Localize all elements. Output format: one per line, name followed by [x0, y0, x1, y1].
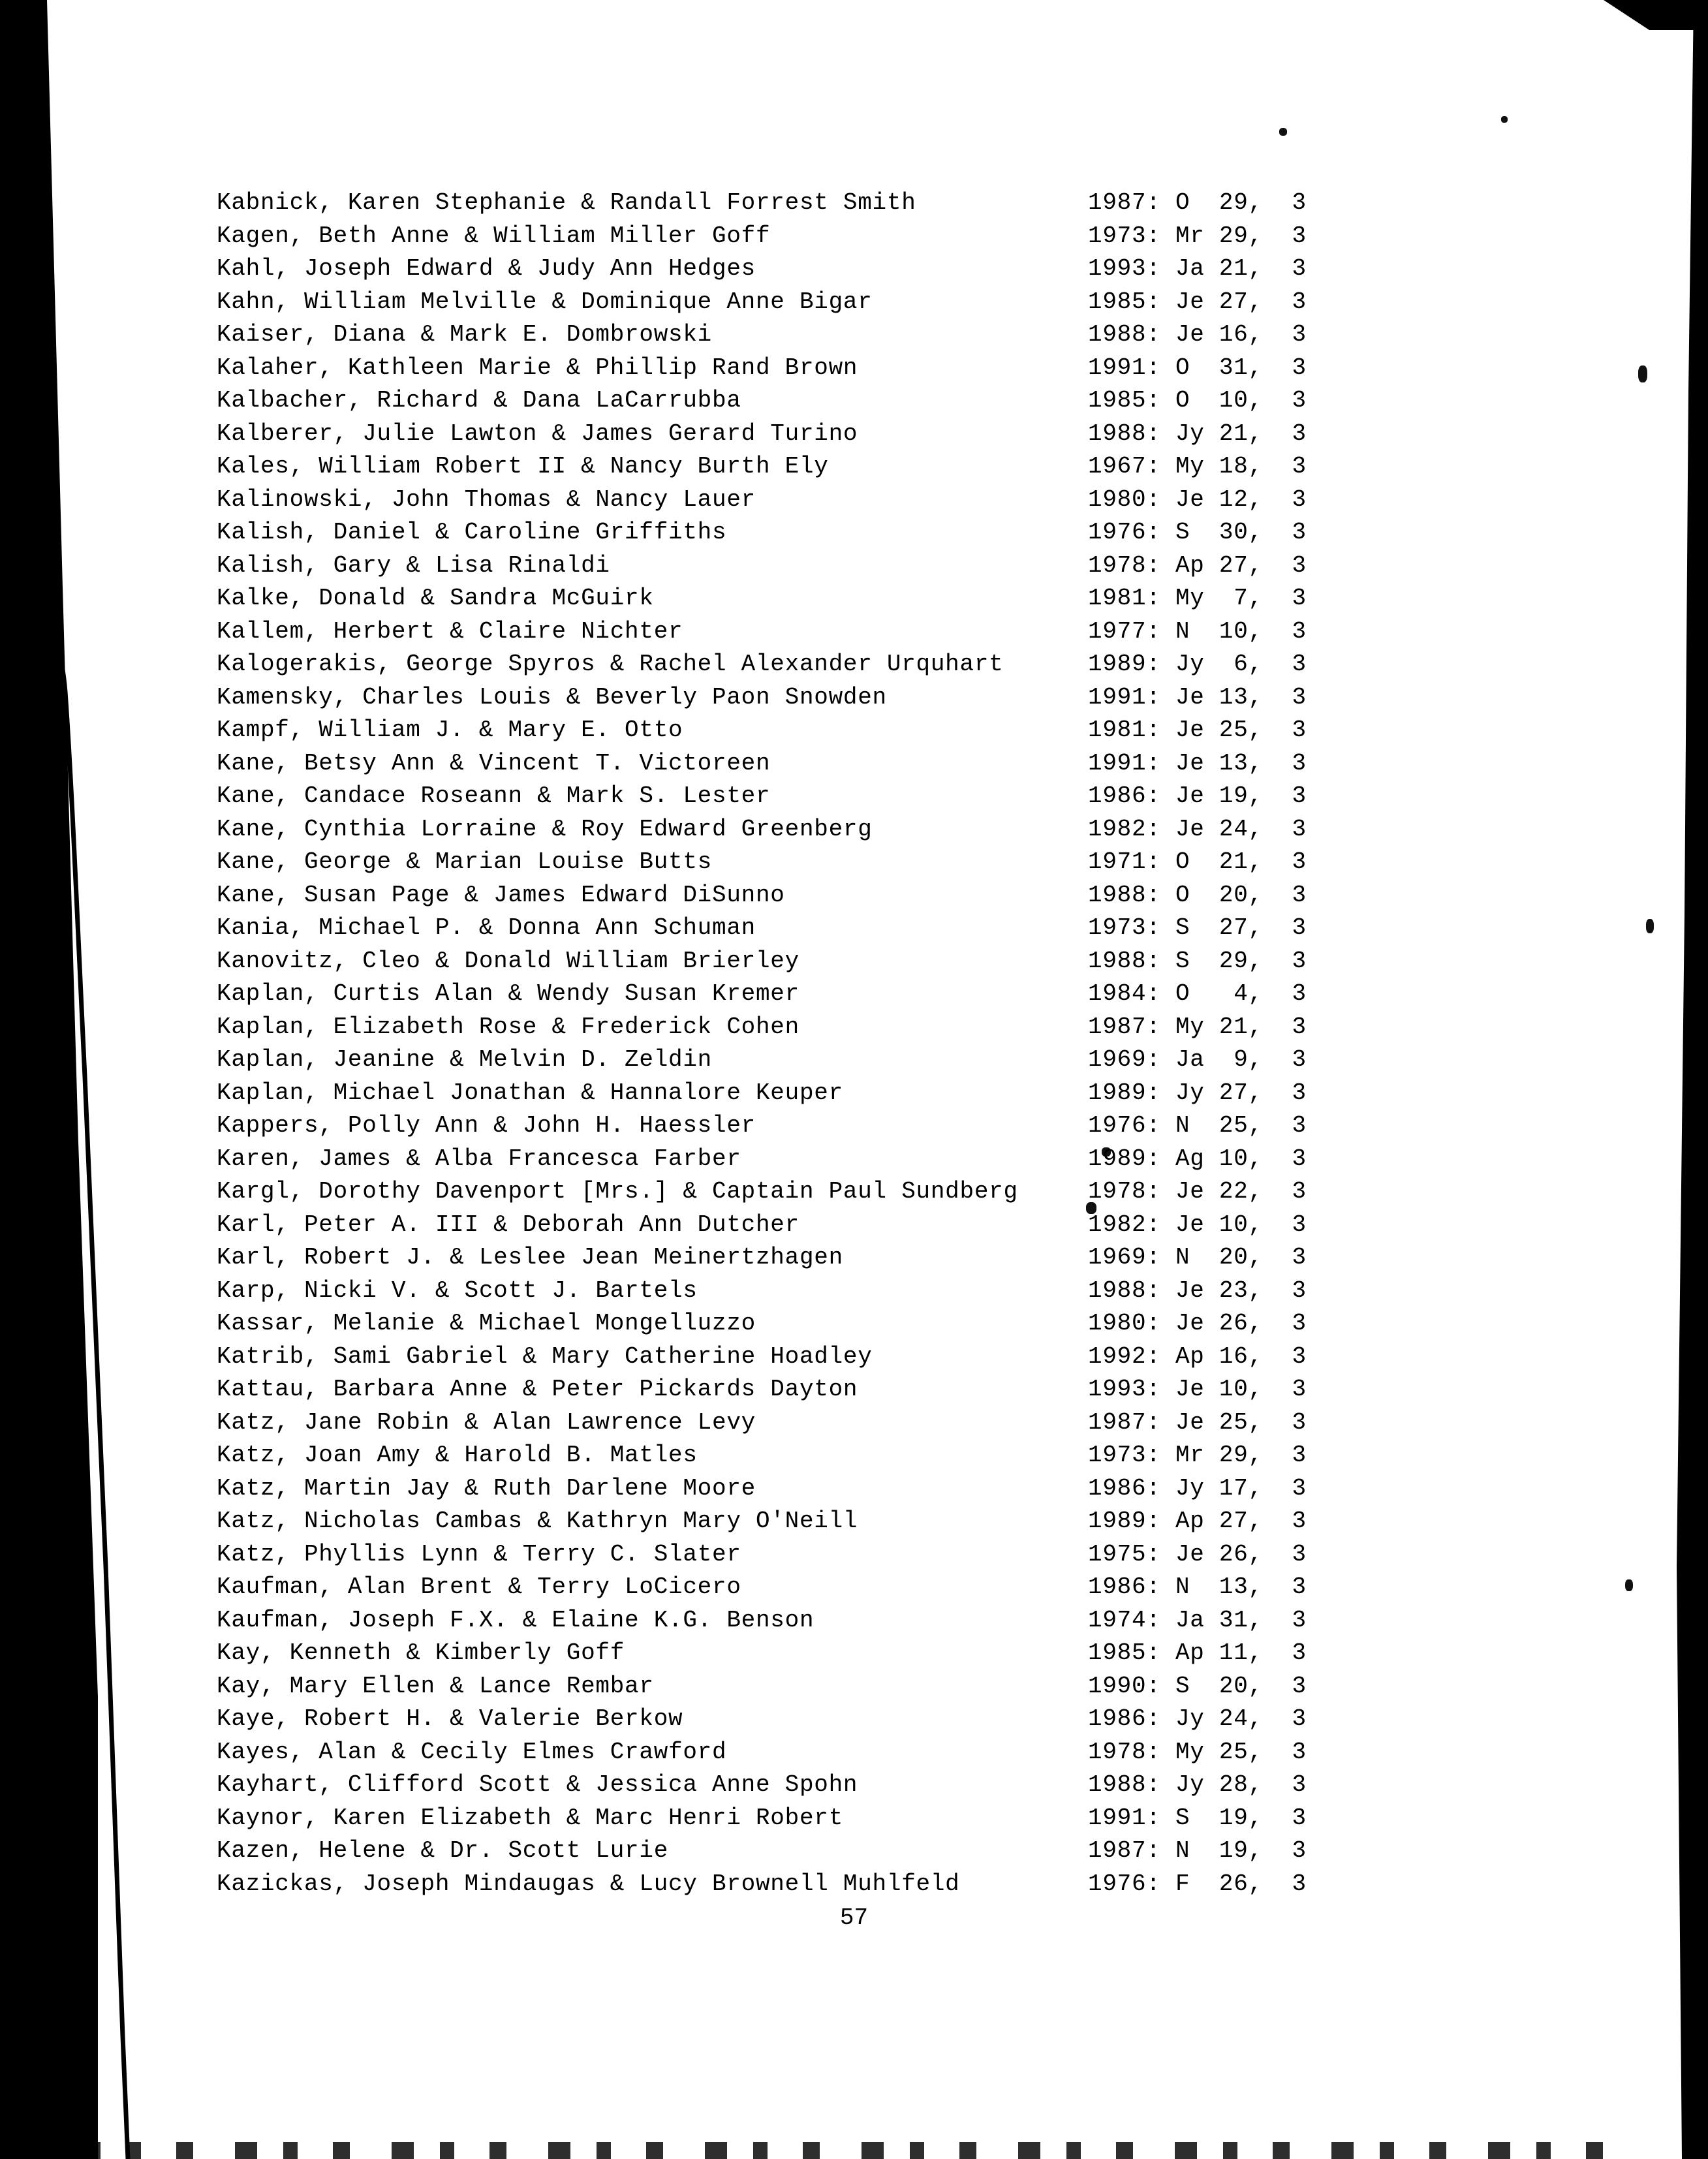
entry-name: Kalogerakis, George Spyros & Rachel Alexander Urquhart — [217, 651, 1004, 677]
entry-date: 1967: My 18, 3 — [1088, 453, 1307, 480]
entry-date: 1989: Jy 6, 3 — [1088, 651, 1307, 677]
entry-date: 1988: Je 16, 3 — [1088, 321, 1307, 348]
index-entry — [217, 1439, 1568, 1472]
index-entry — [217, 1241, 1568, 1275]
index-entry — [217, 846, 1568, 879]
entry-name: Kampf, William J. & Mary E. Otto — [217, 717, 683, 743]
scan-speck — [1638, 365, 1647, 382]
index-entry — [217, 1802, 1568, 1835]
entry-date: 1992: Ap 16, 3 — [1088, 1343, 1307, 1370]
entry-name: Katz, Martin Jay & Ruth Darlene Moore — [217, 1474, 756, 1502]
page-edge-curve — [0, 0, 196, 2159]
entry-name: Kane, Candace Roseann & Mark S. Lester — [217, 783, 771, 809]
entry-name: Karen, James & Alba Francesca Farber — [217, 1145, 741, 1172]
index-entry — [217, 813, 1568, 847]
entry-date: 1978: My 25, 3 — [1088, 1738, 1307, 1765]
index-entry — [217, 516, 1568, 550]
entry-name: Kane, Susan Page & James Edward DiSunno — [217, 881, 785, 909]
index-entry — [217, 1835, 1568, 1868]
index-entry — [217, 747, 1568, 781]
entry-name: Karl, Peter A. III & Deborah Ann Dutcher — [217, 1211, 800, 1238]
index-entry — [217, 1077, 1568, 1110]
index-entry — [217, 450, 1568, 484]
entry-name: Kane, Cynthia Lorraine & Roy Edward Greenberg — [217, 815, 873, 843]
entry-date: 1969: N 20, 3 — [1088, 1244, 1307, 1271]
index-entry — [217, 286, 1568, 319]
entry-date: 1971: O 21, 3 — [1088, 848, 1307, 875]
entry-name: Karl, Robert J. & Leslee Jean Meinertzhagen — [217, 1244, 843, 1271]
index-entry — [217, 1538, 1568, 1572]
entry-name: Kaplan, Michael Jonathan & Hannalore Keuper — [217, 1079, 843, 1106]
entry-date: 1987: Je 25, 3 — [1088, 1408, 1307, 1436]
entry-list — [217, 187, 1568, 1901]
entry-date: 1986: N 13, 3 — [1088, 1574, 1307, 1600]
entry-date: 1989: Ap 27, 3 — [1088, 1508, 1307, 1534]
index-entry — [217, 352, 1568, 385]
entry-date: 1988: Jy 21, 3 — [1088, 420, 1307, 447]
entry-name: Kaufman, Joseph F.X. & Elaine K.G. Benson — [217, 1606, 815, 1634]
entry-date: 1984: O 4, 3 — [1088, 980, 1307, 1007]
entry-date: 1978: Je 22, 3 — [1088, 1178, 1307, 1205]
index-entry — [217, 1505, 1568, 1538]
entry-date: 1982: Je 10, 3 — [1088, 1211, 1307, 1238]
index-entry — [217, 780, 1568, 813]
index-entry — [217, 550, 1568, 583]
index-entry — [217, 681, 1568, 715]
entry-date: 1976: S 30, 3 — [1088, 519, 1307, 546]
index-entry — [217, 1307, 1568, 1341]
entry-date: 1981: Je 25, 3 — [1088, 717, 1307, 743]
entry-date: 1975: Je 26, 3 — [1088, 1540, 1307, 1568]
index-entry — [217, 1406, 1568, 1440]
entry-name: Katrib, Sami Gabriel & Mary Catherine Hoadley — [217, 1343, 873, 1370]
entry-name: Kalish, Daniel & Caroline Griffiths — [217, 519, 727, 546]
entry-name: Kalinowski, John Thomas & Nancy Lauer — [217, 486, 756, 513]
entry-date: 1989: Jy 27, 3 — [1088, 1079, 1307, 1106]
index-entry — [217, 582, 1568, 615]
entry-date: 1980: Je 12, 3 — [1088, 486, 1307, 513]
index-entry — [217, 912, 1568, 945]
entry-date: 1986: Je 19, 3 — [1088, 783, 1307, 809]
index-entry — [217, 220, 1568, 253]
entry-date: 1981: My 7, 3 — [1088, 585, 1307, 612]
entry-name: Kaye, Robert H. & Valerie Berkow — [217, 1705, 683, 1732]
entry-name: Kaufman, Alan Brent & Terry LoCicero — [217, 1574, 741, 1600]
right-edge-shadow — [1662, 0, 1708, 2159]
entry-name: Kalberer, Julie Lawton & James Gerard Turino — [217, 420, 858, 447]
entry-name: Kaiser, Diana & Mark E. Dombrowski — [217, 321, 712, 348]
index-entry — [217, 418, 1568, 451]
entry-name: Kanovitz, Cleo & Donald William Brierley — [217, 947, 800, 974]
entry-name: Katz, Jane Robin & Alan Lawrence Levy — [217, 1408, 756, 1436]
entry-date: 1985: Ap 11, 3 — [1088, 1639, 1307, 1666]
index-entry — [217, 1044, 1568, 1077]
entry-date: 1986: Jy 17, 3 — [1088, 1474, 1307, 1502]
entry-name: Kazen, Helene & Dr. Scott Lurie — [217, 1837, 669, 1864]
entry-name: Kargl, Dorothy Davenport [Mrs.] & Captain Paul Sundberg — [217, 1178, 1018, 1205]
index-entry — [217, 1341, 1568, 1374]
index-entry — [217, 384, 1568, 418]
entry-name: Kaplan, Curtis Alan & Wendy Susan Kremer — [217, 980, 800, 1007]
entry-name: Katz, Joan Amy & Harold B. Matles — [217, 1442, 698, 1468]
entry-date: 1982: Je 24, 3 — [1088, 815, 1307, 843]
entry-date: 1974: Ja 31, 3 — [1088, 1606, 1307, 1634]
scan-speck — [1279, 128, 1287, 136]
entry-name: Kattau, Barbara Anne & Peter Pickards Dayton — [217, 1376, 858, 1403]
entry-name: Katz, Phyllis Lynn & Terry C. Slater — [217, 1540, 741, 1568]
index-entry — [217, 978, 1568, 1011]
entry-name: Kayes, Alan & Cecily Elmes Crawford — [217, 1738, 727, 1765]
entry-date: 1985: Je 27, 3 — [1088, 288, 1307, 315]
index-entry — [217, 615, 1568, 649]
entry-name: Kales, William Robert II & Nancy Burth Ely — [217, 453, 829, 480]
index-entry — [217, 253, 1568, 286]
index-entry — [217, 1209, 1568, 1242]
entry-date: 1985: O 10, 3 — [1088, 387, 1307, 414]
entry-name: Kahl, Joseph Edward & Judy Ann Hedges — [217, 255, 756, 282]
entry-name: Kayhart, Clifford Scott & Jessica Anne Spohn — [217, 1771, 858, 1798]
entry-name: Kallem, Herbert & Claire Nichter — [217, 617, 683, 645]
corner-fold-mark — [1604, 0, 1708, 30]
entry-date: 1978: Ap 27, 3 — [1088, 551, 1307, 579]
entry-date: 1976: N 25, 3 — [1088, 1112, 1307, 1139]
entry-name: Kaynor, Karen Elizabeth & Marc Henri Robert — [217, 1804, 843, 1831]
entry-date: 1991: Je 13, 3 — [1088, 683, 1307, 711]
entry-date: 1988: Je 23, 3 — [1088, 1277, 1307, 1304]
entry-date: 1988: O 20, 3 — [1088, 881, 1307, 909]
entry-date: 1987: O 29, 3 — [1088, 189, 1307, 216]
scan-speck — [1625, 1579, 1633, 1591]
index-entry — [217, 1571, 1568, 1604]
index-entry — [217, 648, 1568, 681]
index-entry — [217, 318, 1568, 352]
scan-speck — [1646, 919, 1654, 933]
index-entry — [217, 1472, 1568, 1506]
entry-date: 1993: Ja 21, 3 — [1088, 255, 1307, 282]
index-entry — [217, 1110, 1568, 1143]
entry-name: Kay, Kenneth & Kimberly Goff — [217, 1639, 625, 1666]
index-entry — [217, 187, 1568, 220]
bottom-edge-smudge — [78, 2142, 1645, 2159]
index-entry — [217, 1373, 1568, 1406]
index-entry — [217, 1868, 1568, 1901]
entry-name: Kalaher, Kathleen Marie & Phillip Rand Brown — [217, 354, 858, 381]
entry-date: 1980: Je 26, 3 — [1088, 1310, 1307, 1337]
entry-name: Kassar, Melanie & Michael Mongelluzzo — [217, 1310, 756, 1337]
index-entry — [217, 1769, 1568, 1802]
entry-name: Kaplan, Jeanine & Melvin D. Zeldin — [217, 1046, 712, 1073]
index-entry — [217, 1736, 1568, 1769]
entry-name: Kaplan, Elizabeth Rose & Frederick Cohen — [217, 1013, 800, 1040]
entry-date: 1973: Mr 29, 3 — [1088, 1442, 1307, 1468]
entry-name: Kalish, Gary & Lisa Rinaldi — [217, 551, 610, 579]
index-entry — [217, 714, 1568, 747]
scan-speck — [1501, 116, 1508, 123]
index-entry — [217, 1011, 1568, 1044]
entry-name: Kalbacher, Richard & Dana LaCarrubba — [217, 387, 741, 414]
index-entry — [217, 1175, 1568, 1209]
entry-date: 1991: S 19, 3 — [1088, 1804, 1307, 1831]
entry-date: 1988: Jy 28, 3 — [1088, 1771, 1307, 1798]
entry-name: Kahn, William Melville & Dominique Anne Bigar — [217, 288, 873, 315]
entry-date: 1986: Jy 24, 3 — [1088, 1705, 1307, 1732]
index-entry — [217, 945, 1568, 978]
index-entry — [217, 1703, 1568, 1736]
entry-date: 1989: Ag 10, 3 — [1088, 1145, 1307, 1172]
entry-date: 1977: N 10, 3 — [1088, 617, 1307, 645]
entry-date: 1991: Je 13, 3 — [1088, 749, 1307, 777]
index-entry — [217, 879, 1568, 912]
entry-name: Kalke, Donald & Sandra McGuirk — [217, 585, 654, 612]
entry-date: 1987: N 19, 3 — [1088, 1837, 1307, 1864]
entry-name: Kamensky, Charles Louis & Beverly Paon Snowden — [217, 683, 887, 711]
entry-date: 1973: S 27, 3 — [1088, 914, 1307, 941]
entry-date: 1991: O 31, 3 — [1088, 354, 1307, 381]
entry-name: Kane, George & Marian Louise Butts — [217, 848, 712, 875]
entry-date: 1987: My 21, 3 — [1088, 1013, 1307, 1040]
index-entry — [217, 1604, 1568, 1638]
index-entry — [217, 484, 1568, 517]
entry-date: 1969: Ja 9, 3 — [1088, 1046, 1307, 1073]
entry-name: Kabnick, Karen Stephanie & Randall Forrest Smith — [217, 189, 916, 216]
entry-date: 1990: S 20, 3 — [1088, 1672, 1307, 1700]
entry-name: Kania, Michael P. & Donna Ann Schuman — [217, 914, 756, 941]
index-entry — [217, 1670, 1568, 1703]
entry-name: Karp, Nicki V. & Scott J. Bartels — [217, 1277, 698, 1304]
entry-name: Kane, Betsy Ann & Vincent T. Victoreen — [217, 749, 771, 777]
index-entry — [217, 1143, 1568, 1176]
entry-name: Kay, Mary Ellen & Lance Rembar — [217, 1672, 654, 1700]
entry-date: 1988: S 29, 3 — [1088, 947, 1307, 974]
entry-name: Katz, Nicholas Cambas & Kathryn Mary O'Neill — [217, 1508, 858, 1534]
page-number: 57 — [839, 1904, 869, 1931]
entry-name: Kappers, Polly Ann & John H. Haessler — [217, 1112, 756, 1139]
entry-name: Kazickas, Joseph Mindaugas & Lucy Brownell Muhlfeld — [217, 1870, 960, 1897]
entry-name: Kagen, Beth Anne & William Miller Goff — [217, 222, 771, 249]
index-entry — [217, 1275, 1568, 1308]
index-entry — [217, 1637, 1568, 1670]
entry-date: 1973: Mr 29, 3 — [1088, 222, 1307, 249]
entry-date: 1976: F 26, 3 — [1088, 1870, 1307, 1897]
entry-date: 1993: Je 10, 3 — [1088, 1376, 1307, 1403]
